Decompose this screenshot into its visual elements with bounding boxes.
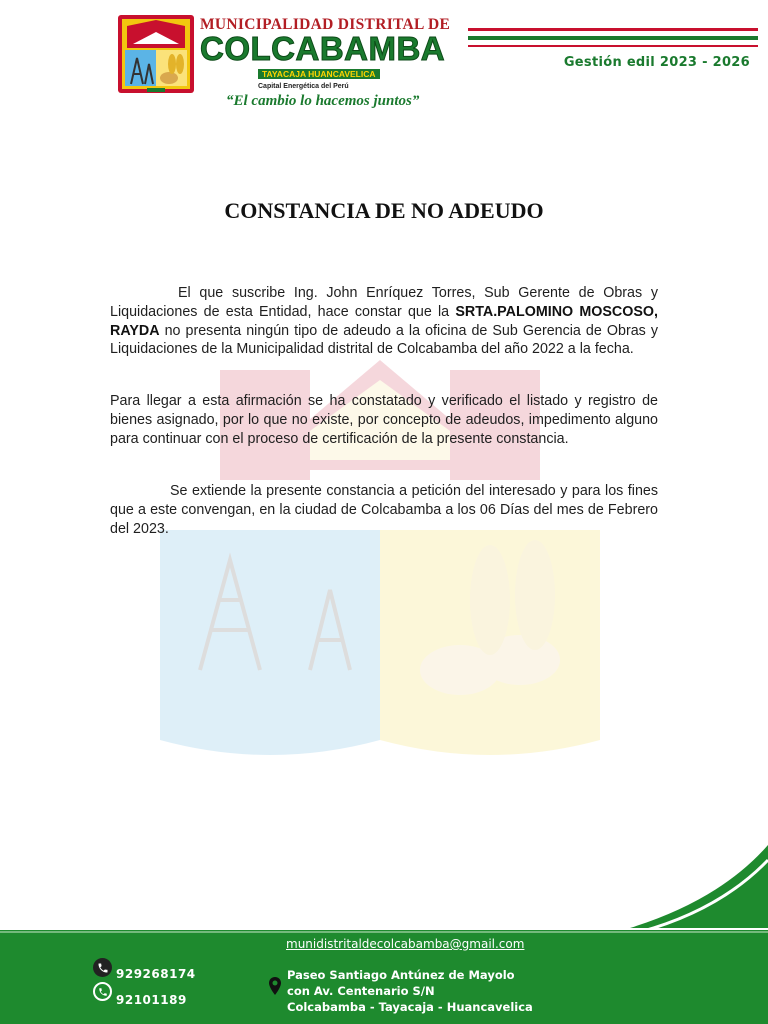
paragraph-2: Para llegar a esta afirmación se ha constatado y verificado el listado y registro de bienes asignado, por lo que no existe, por concepto de adeudos, impedimento alguno para continuar con el proceso de certificación de la presente constancia. — [110, 393, 658, 447]
slogan: “El cambio lo hacemos juntos” — [226, 93, 420, 109]
paragraph-1 — [110, 284, 658, 359]
municipality-line1: MUNICIPALIDAD DISTRITAL DE — [200, 16, 451, 33]
footer-phone[interactable]: 929268174 — [116, 967, 196, 981]
header-line-red-2 — [468, 45, 758, 47]
paragraph-1-name: SRTA.PALOMINO MOSCOSO, RAYDA — [110, 303, 658, 339]
footer-address-line1: Paseo Santiago Antúnez de Mayolo — [287, 968, 515, 982]
municipality-name: COLCABAMBA — [200, 30, 446, 67]
header-line-green — [468, 36, 758, 40]
paragraph-1-text-a: El que suscribe Ing. John Enríquez Torres, Sub Gerente de Obras y Liquidaciones de esta Entidad, hace constar que la — [110, 285, 658, 320]
document-title: CONSTANCIA DE NO ADEUDO — [224, 198, 544, 223]
municipality-title — [200, 16, 460, 110]
header-line-red — [468, 28, 758, 31]
footer-address-line2: con Av. Centenario S/N — [287, 984, 435, 998]
footer-address — [287, 967, 533, 1015]
gestion-label: Gestión edil 2023 - 2026 — [563, 55, 750, 70]
footer-address-line3: Colcabamba - Tayacaja - Huancavelica — [287, 1000, 533, 1014]
municipal-shield-logo — [117, 14, 195, 94]
paragraph-3: Se extiende la presente constancia a petición del interesado y para los fines que a este convengan, en la ciudad de Colcabamba a los 06 Días del mes de Febrero del 2023. — [110, 483, 658, 537]
paragraph-1-text-b: no presenta ningún tipo de adeudo a la oficina de Sub Gerencia de Obras y Liquidaciones de la Municipalidad distrital de Colcabamba del año 2022 a la fecha. — [110, 322, 658, 358]
footer-whatsapp[interactable]: 92101189 — [116, 993, 187, 1007]
footer-email[interactable]: munidistritaldecolcabamba@gmail.com — [286, 937, 525, 951]
phone-icon — [93, 958, 112, 977]
footer — [0, 930, 768, 1024]
municipality-capital: Capital Energética del Perú — [258, 83, 349, 90]
location-pin-icon — [268, 976, 282, 996]
whatsapp-icon — [93, 982, 112, 1001]
municipality-province: TAYACAJA HUANCAVELICA — [258, 69, 380, 79]
header-decorative-lines — [468, 28, 758, 52]
